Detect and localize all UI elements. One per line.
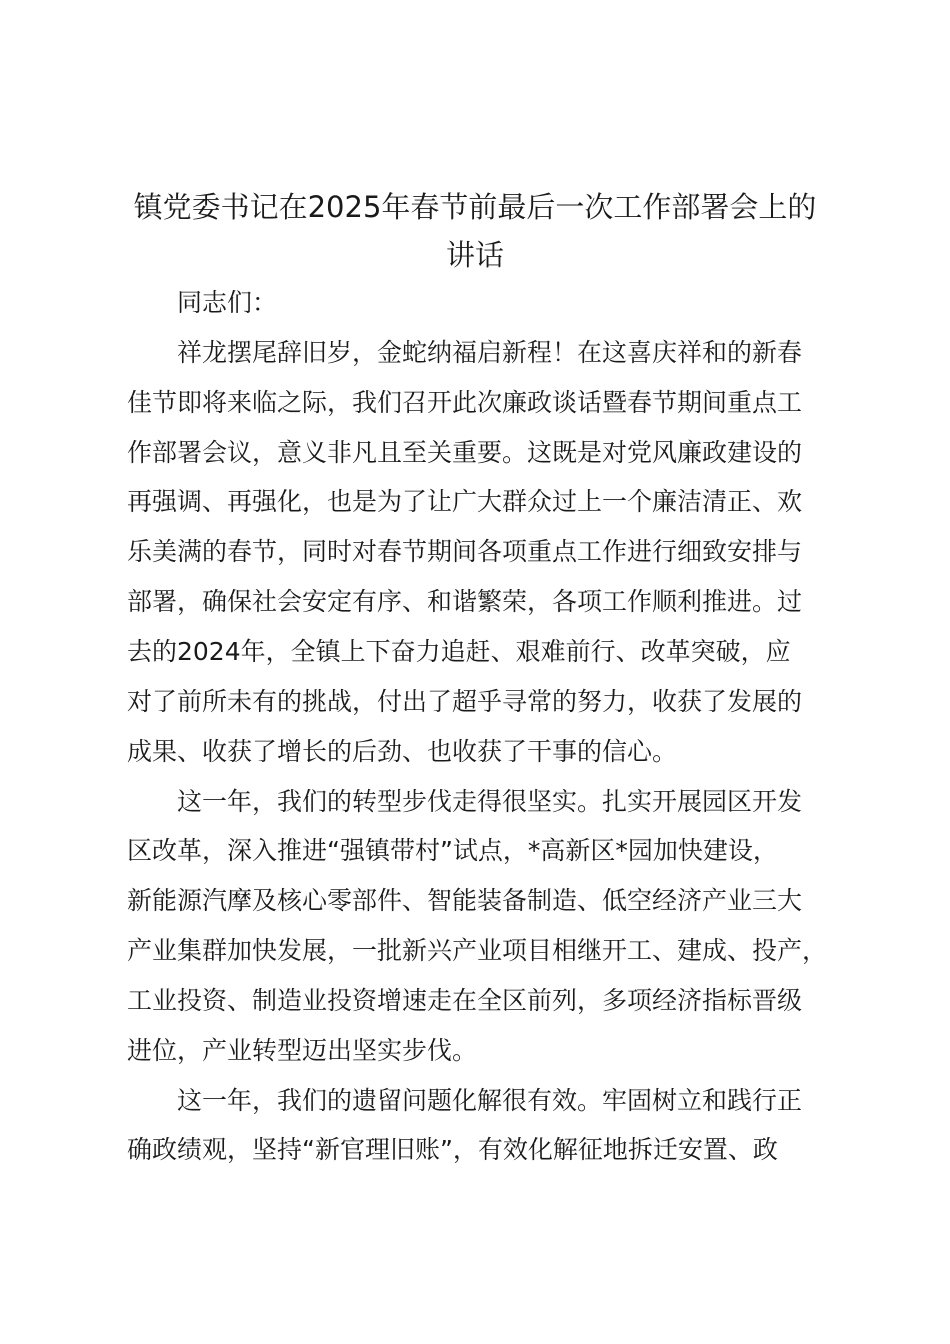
paragraph-1-line-7: 去的2024年，全镇上下奋力追赶、艰难前行、改革突破，应 <box>127 637 791 666</box>
paragraph-1-line-2: 佳节即将来临之际，我们召开此次廉政谈话暨春节期间重点工 <box>127 388 803 417</box>
paragraph-1-line-4: 再强调、再强化，也是为了让广大群众过上一个廉洁清正、欢 <box>127 487 803 516</box>
title-line: 镇党委书记在2025年春节前最后一次工作部署会上的 <box>133 190 817 224</box>
paragraph-1-line-9: 成果、收获了增长的后劲、也收获了干事的信心。 <box>127 737 678 766</box>
paragraph-2-line-2: 区改革，深入推进“强镇带村”试点，*高新区*园加快建设， <box>127 836 778 865</box>
paragraph-3-line-1: 这一年，我们的遗留问题化解很有效。牢固树立和践行正 <box>177 1086 803 1115</box>
paragraph-2-line-5: 工业投资、制造业投资增速走在全区前列，多项经济指标晋级 <box>127 986 803 1015</box>
paragraph-3-line-2: 确政绩观，坚持“新官理旧账”，有效化解征地拆迁安置、政 <box>127 1135 778 1164</box>
paragraph-2-line-4: 产业集群加快发展，一批新兴产业项目相继开工、建成、投产， <box>127 936 828 965</box>
document-title <box>120 183 830 279</box>
salutation: 同志们： <box>177 288 278 317</box>
paragraph-2-line-6: 进位，产业转型迈出坚实步伐。 <box>127 1036 478 1065</box>
paragraph-1-line-6: 部署，确保社会安定有序、和谐繁荣，各项工作顺利推进。过 <box>127 587 803 616</box>
title-line: 讲话 <box>445 238 504 272</box>
paragraph-1-line-3: 作部署会议，意义非凡且至关重要。这既是对党风廉政建设的 <box>127 438 803 467</box>
paragraph-2-line-1: 这一年，我们的转型步伐走得很坚实。扎实开展园区开发 <box>177 787 803 816</box>
paragraph-1-line-8: 对了前所未有的挑战，付出了超乎寻常的努力，收获了发展的 <box>127 687 803 716</box>
paragraph-2-line-3: 新能源汽摩及核心零部件、智能装备制造、低空经济产业三大 <box>127 886 803 915</box>
paragraph-1-line-5: 乐美满的春节，同时对春节期间各项重点工作进行细致安排与 <box>127 537 803 566</box>
paragraph-1-line-1: 祥龙摆尾辞旧岁，金蛇纳福启新程！在这喜庆祥和的新春 <box>177 338 803 367</box>
